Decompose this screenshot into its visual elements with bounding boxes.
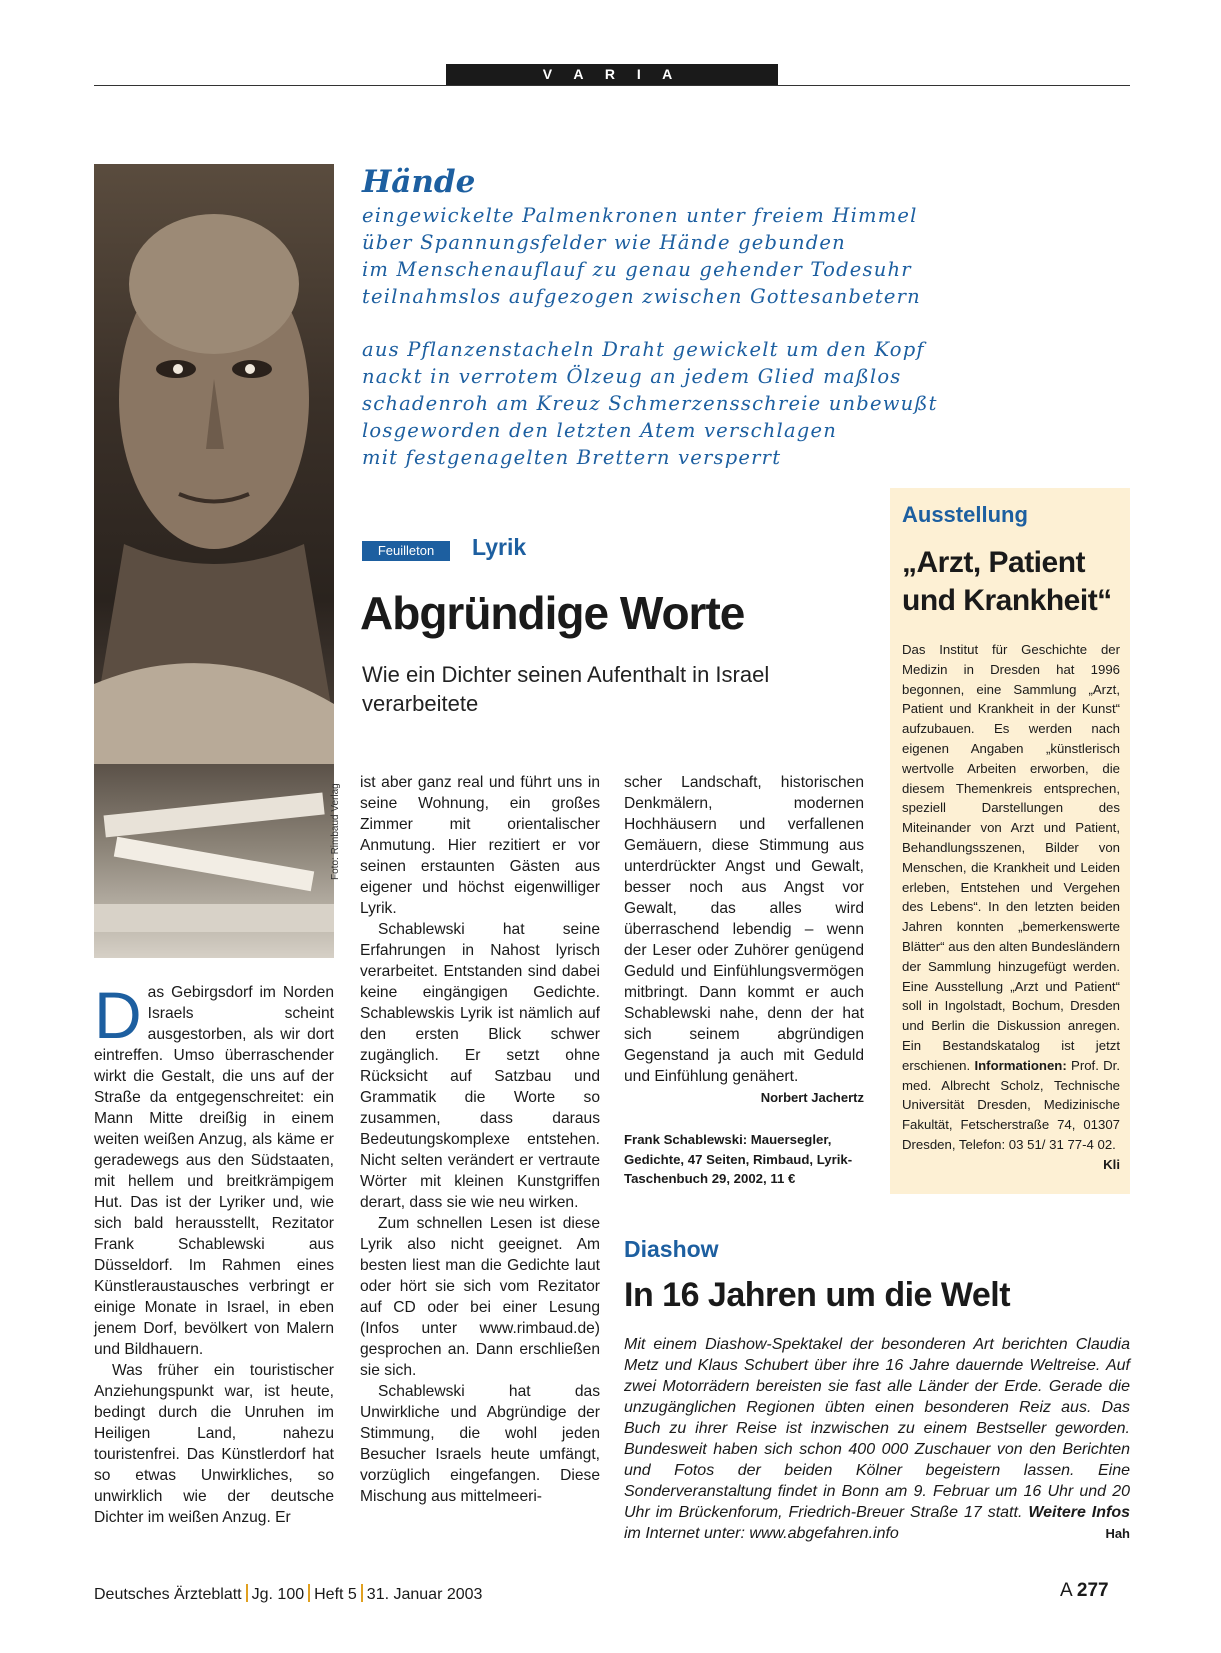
article-headline: Abgründige Worte [360,587,745,639]
page-number-value: 277 [1076,1580,1109,1601]
exhibition-signature: Kli [1103,1156,1120,1172]
author-signature: Norbert Jachertz [760,1090,864,1105]
exhibition-info-label: Informationen: [974,1057,1067,1073]
article-paragraph: ist aber ganz real und führt uns in seine Wohnung, ein großes Zimmer mit orientalischer Anmutung. Hier rezitiert er vor seinen erstaunten Gästen aus eigener und höchst eigenwilliger Lyrik. [360,774,600,917]
article-subheadline: Wie ein Dichter seinen Aufenthalt in Israel verarbeitete [362,662,770,716]
page-prefix: A [1060,1580,1072,1601]
poem-title: Hände [362,164,476,200]
paragraph-text: scher Landschaft, historischen Denkmälern, modernen Hochhäusern und verfallenen Gemäuern, diese Stimmung aus unterdrückter Angst und Gewalt, besser noch aus Angst vor Gewalt, das alles wird überraschend lebendig – wenn der Leser oder Zuhörer genügend Geduld und Einfühlungsvermögen mitbringt. Dann kommt er auch Schablewski nahe, denn der hat sich seinem abgründigen Gegenstand ja auch mit Geduld und Einfühlung genähert. [624,774,864,1085]
top-rule [94,85,1130,86]
article-paragraph: Schablewski hat seine Erfahrungen in Nahost lyrisch verarbeitet. Entstanden sind dabei keine eingängigen Gedichte. Schablewskis Lyrik ist nämlich auf den ersten Blick schwer zugänglich. Er setzt ohne Rücksicht auf Satzbau und Grammatik die Worte so zusammen, dass daraus Bedeutungskomplexe entstehen. Nicht selten verändert er vertraute Wörter mit kleinen Kunstgriffen derart, dass sie wie neu wirken. [360,921,600,1211]
portrait-photo [94,164,334,958]
poem-line: nackt in verrotem Ölzeug an jedem Glied maßlos [362,365,902,388]
article-column-2 [360,772,600,1507]
drop-cap: D [94,978,142,1052]
footer-separator [308,1584,310,1602]
exhibition-kicker: Ausstellung [902,502,1028,527]
exhibition-box [890,488,1130,1194]
poem-line: über Spannungsfelder wie Hände gebunden [362,231,846,254]
section-header: V A R I A [446,64,778,85]
footer-separator [246,1584,248,1602]
article-column-1 [94,978,334,1528]
photo-credit: Foto: Rimbaud Verlag [330,783,341,880]
poem-line: losgeworden den letzten Atem verschlagen [362,419,837,442]
portrait-illustration [94,164,334,958]
poem-line: mit festgenagelten Brettern versperrt [362,446,782,469]
article-paragraph: Was früher ein touristischer Anziehungspunkt war, ist heute, bedingt durch die Unruhen im Heiligen Land, nahezu touristenfrei. Das Künstlerdorf hat so etwas Unwirkliches, so unwirklich wie der deutsche Dichter im weißen Anzug. Er [94,1362,334,1526]
exhibition-info: Prof. Dr. med. Albrecht Scholz, Technische Universität Dresden, Medizinische Fakultät, Fetscherstraße 74, 01307 Dresden, Telefon: 03 51/ 31 77-4 02. [902,1057,1120,1152]
article-paragraph [94,978,334,1360]
journal-issue: Heft 5 [314,1586,357,1603]
diashow-title: In 16 Jahren um die Welt [624,1276,1011,1314]
diashow-text: Mit einem Diashow-Spektakel der besonderen Art berichten Claudia Metz und Klaus Schubert über ihre 16 Jahre dauernde Weltreise. Auf zwei Motorrädern bereisten sie fast alle Länder der Erde. Gerade die unzugänglichen Regionen übten einen besonderen Reiz aus. Das Buch zu ihrer Reise ist inzwischen zu einem Bestseller geworden. Bundesweit haben sich schon 400 000 Zuschauer von den Berichten und Fotos der beiden Kölner begeistern lassen. Eine Sonderveranstaltung findet in Bonn am 9. Februar um 16 Uhr und 20 Uhr im Brückenforum, Friedrich-Breuer Straße 17 statt. [624,1336,1130,1521]
journal-date: 31. Januar 2003 [366,1586,483,1603]
poem-line: schadenroh am Kreuz Schmerzensschreie unbewußt [362,392,938,415]
exhibition-title: „Arzt, Patient und Krankheit“ [902,546,1112,617]
diashow-more-text: im Internet unter: www.abgefahren.info [624,1525,899,1542]
paragraph-text: as Gebirgsdorf im Norden Israels scheint ausgestorben, als wir dort eintreffen. Umso überraschender wirkt die Gestalt, die uns auf der Straße da entgegenschreitet: ein Mann Mitte dreißig in einem weiten weißen Anzug, als käme er geradewegs aus den Südstaaten, mit hellem und breitkrämpigem Hut. Das ist der Lyriker und, wie sich bald herausstellt, Rezitator Frank Schablewski aus Düsseldorf. Im Rahmen eines Künstleraustausches verbringt er einige Monate in Israel, in eben jenem Dorf, bevölkert von Malern und Bildhauern. [94,984,334,1358]
article-paragraph: Schablewski hat das Unwirkliche und Abgründige der Stimmung, die wohl jeden Besucher Israels heute umfängt, vorzüglich eingefangen. Diese Mischung aus mittelmeeri- [360,1383,600,1505]
poem [362,162,982,471]
rubric-tag: Feuilleton [362,541,450,561]
article-paragraph [624,772,864,1105]
page-number [1060,1580,1109,1602]
exhibition-body [902,640,1120,1175]
article-paragraph: Zum schnellen Lesen ist diese Lyrik also nicht geeignet. Am besten liest man die Gedichte laut oder hört sie sich vom Rezitator auf CD oder bei einer Lesung (Infos unter www.rimbaud.de) gesprochen an. Dann erschließen sie sich. [360,1215,600,1379]
poem-line: im Menschenauflauf zu genau gehender Todesuhr [362,258,912,281]
footer-citation [94,1584,482,1604]
rubric-title: Lyrik [472,534,527,560]
article-column-3 [624,772,864,1108]
diashow-more-label: Weitere Infos [1028,1504,1131,1521]
poem-line: aus Pflanzenstacheln Draht gewickelt um den Kopf [362,338,925,361]
journal-name: Deutsches Ärzteblatt [94,1586,242,1603]
stanza-gap [362,310,982,336]
diashow-body [624,1334,1130,1544]
poem-line: teilnahmslos aufgezogen zwischen Gottesanbetern [362,285,921,308]
diashow-kicker: Diashow [624,1236,719,1262]
book-info: Frank Schablewski: Mauersegler, Gedichte, 47 Seiten, Rimbaud, Lyrik-Taschenbuch 29, 2002, 11 € [624,1132,853,1186]
journal-volume: Jg. 100 [251,1586,305,1603]
exhibition-text: Das Institut für Geschichte der Medizin in Dresden hat 1996 begonnen, eine Sammlung „Arzt, Patient und Krankheit in der Kunst“ aufzubauen. Es werden nach eigenen Angaben „künstlerisch wertvolle Arbeiten erworben, die diesem Themenkreis entsprechen, speziell Darstellungen des Miteinander von Arzt und Patient, Behandlungsszenen, Bilder von Menschen, die Krankheit und Leiden erleben, Entstehen und Vergehen des Lebens“. In den letzten beiden Jahren konnten „bemerkenswerte Blätter“ aus den alten Bundesländern der Sammlung hinzugefügt werden. Eine Ausstellung „Arzt und Patient“ soll in Ingolstadt, Bochum, Dresden und Berlin die Diskussion anregen. Ein Bestandskatalog ist jetzt erschienen. [902,642,1120,1073]
footer-separator [361,1584,363,1602]
diashow-signature: Hah [1105,1526,1130,1541]
poem-line: eingewickelte Palmenkronen unter freiem Himmel [362,204,918,227]
